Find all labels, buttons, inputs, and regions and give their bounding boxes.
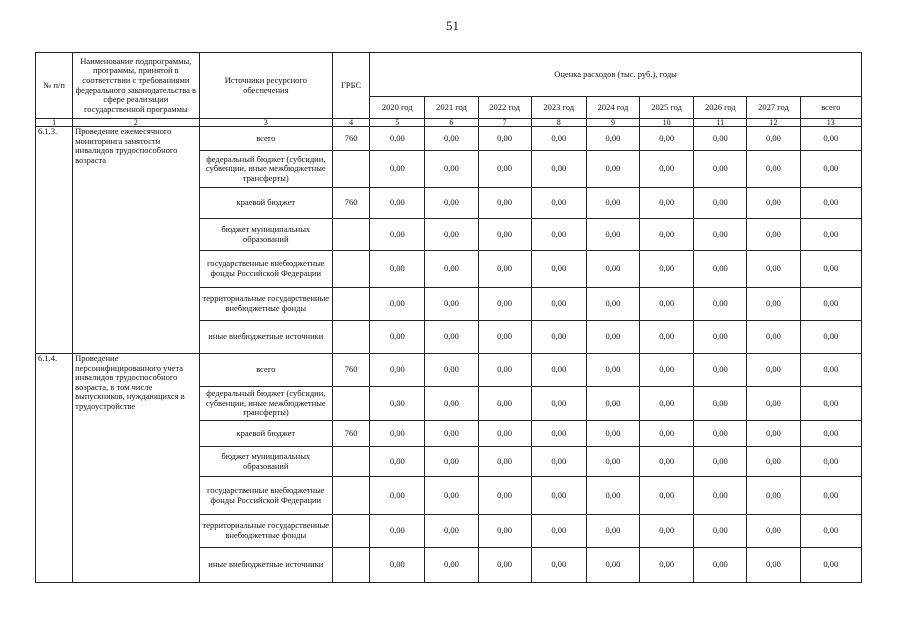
header-year: 2025 год [640,97,694,119]
expense-value: 0,00 [640,251,694,288]
expense-value: 0,00 [694,151,747,188]
grbs-code [333,515,370,548]
grbs-code: 760 [333,188,370,219]
expense-value: 0,00 [425,151,478,188]
expense-value: 0,00 [800,421,861,447]
header-year: 2020 год [370,97,425,119]
expense-value: 0,00 [531,387,586,421]
expense-value: 0,00 [370,515,425,548]
item-name: Проведение ежемесячного мониторинга занятости инвалидов трудоспособного возраста [73,127,199,354]
expense-value: 0,00 [800,447,861,477]
expense-value: 0,00 [586,219,639,251]
expense-value: 0,00 [800,387,861,421]
table-body [36,127,862,583]
expense-value: 0,00 [478,447,531,477]
column-number: 7 [478,119,531,127]
expense-value: 0,00 [531,515,586,548]
expense-value: 0,00 [370,477,425,515]
expense-value: 0,00 [640,421,694,447]
item-number: 6.1.4. [36,354,73,583]
funding-source: государственные внебюджетные фонды Российской Федерации [199,477,332,515]
expense-value: 0,00 [640,477,694,515]
expense-value: 0,00 [531,127,586,151]
grbs-code [333,288,370,321]
expense-value: 0,00 [586,321,639,354]
expense-value: 0,00 [640,548,694,583]
column-number: 11 [694,119,747,127]
header-num: № п/п [36,53,73,119]
grbs-code [333,251,370,288]
column-number: 2 [73,119,199,127]
grbs-code [333,219,370,251]
expense-value: 0,00 [531,251,586,288]
expense-value: 0,00 [640,387,694,421]
column-number: 1 [36,119,73,127]
expense-value: 0,00 [747,321,800,354]
expense-value: 0,00 [694,515,747,548]
expense-value: 0,00 [747,251,800,288]
header-estimate: Оценка расходов (тыс. руб.), годы [370,53,862,97]
header-year: 2023 год [531,97,586,119]
expense-value: 0,00 [531,188,586,219]
funding-source: территориальные государственные внебюджетные фонды [199,288,332,321]
header-year: 2021 год [425,97,478,119]
expense-value: 0,00 [425,447,478,477]
expense-value: 0,00 [425,421,478,447]
expense-value: 0,00 [425,354,478,387]
funding-source: федеральный бюджет (субсидии, субвенции, иные межбюджетные трансферты) [199,387,332,421]
column-number: 13 [800,119,861,127]
expense-value: 0,00 [640,321,694,354]
header-year: 2022 год [478,97,531,119]
expense-value: 0,00 [425,387,478,421]
grbs-code: 760 [333,421,370,447]
funding-source: всего [199,127,332,151]
expense-value: 0,00 [478,188,531,219]
expense-value: 0,00 [370,447,425,477]
expense-value: 0,00 [640,288,694,321]
funding-source: краевой бюджет [199,421,332,447]
expense-value: 0,00 [478,251,531,288]
expense-value: 0,00 [747,288,800,321]
expense-value: 0,00 [370,354,425,387]
funding-source: иные внебюджетные источники [199,548,332,583]
expense-value: 0,00 [586,288,639,321]
expense-value: 0,00 [640,447,694,477]
expense-value: 0,00 [640,151,694,188]
expense-value: 0,00 [425,127,478,151]
expense-value: 0,00 [694,251,747,288]
expense-value: 0,00 [478,354,531,387]
expense-value: 0,00 [531,354,586,387]
expense-value: 0,00 [370,251,425,288]
expense-value: 0,00 [425,251,478,288]
expense-value: 0,00 [478,477,531,515]
expense-value: 0,00 [800,548,861,583]
expense-value: 0,00 [370,127,425,151]
expense-value: 0,00 [425,188,478,219]
expense-value: 0,00 [586,515,639,548]
table-row [36,354,862,387]
expense-value: 0,00 [694,421,747,447]
expense-value: 0,00 [747,188,800,219]
expense-value: 0,00 [425,219,478,251]
header-year: 2024 год [586,97,639,119]
expense-value: 0,00 [640,219,694,251]
expense-value: 0,00 [800,321,861,354]
grbs-code [333,477,370,515]
budget-table [35,52,862,583]
grbs-code [333,548,370,583]
expense-value: 0,00 [640,188,694,219]
grbs-code [333,151,370,188]
expense-value: 0,00 [586,477,639,515]
grbs-code: 760 [333,354,370,387]
column-number: 5 [370,119,425,127]
expense-value: 0,00 [531,321,586,354]
expense-value: 0,00 [531,219,586,251]
expense-value: 0,00 [800,151,861,188]
expense-value: 0,00 [800,127,861,151]
funding-source: бюджет муниципальных образований [199,447,332,477]
expense-value: 0,00 [370,188,425,219]
expense-value: 0,00 [531,288,586,321]
expense-value: 0,00 [370,321,425,354]
expense-value: 0,00 [694,219,747,251]
expense-value: 0,00 [370,288,425,321]
column-number: 9 [586,119,639,127]
expense-value: 0,00 [800,515,861,548]
item-name: Проведение персонифицированного учета инвалидов трудоспособного возраста, в том числе выпускников, нуждающихся в трудоустройстве [73,354,199,583]
expense-value: 0,00 [586,127,639,151]
column-number: 4 [333,119,370,127]
expense-value: 0,00 [586,387,639,421]
expense-value: 0,00 [478,151,531,188]
page-number: 51 [446,18,459,33]
expense-value: 0,00 [800,288,861,321]
expense-value: 0,00 [640,127,694,151]
expense-value: 0,00 [478,421,531,447]
expense-value: 0,00 [531,151,586,188]
expense-value: 0,00 [694,447,747,477]
expense-value: 0,00 [640,515,694,548]
expense-value: 0,00 [531,447,586,477]
funding-source: государственные внебюджетные фонды Российской Федерации [199,251,332,288]
expense-value: 0,00 [370,387,425,421]
expense-value: 0,00 [478,127,531,151]
header-sources: Источники ресурсного обеспечения [199,53,332,119]
expense-value: 0,00 [747,421,800,447]
column-number: 6 [425,119,478,127]
expense-value: 0,00 [694,354,747,387]
funding-source: краевой бюджет [199,188,332,219]
expense-value: 0,00 [694,477,747,515]
expense-value: 0,00 [800,251,861,288]
expense-value: 0,00 [370,219,425,251]
expense-value: 0,00 [425,477,478,515]
expense-value: 0,00 [747,447,800,477]
expense-value: 0,00 [478,288,531,321]
expense-value: 0,00 [478,219,531,251]
header-year: 2026 год [694,97,747,119]
column-numbers-row [36,119,862,127]
header-name: Наименование подпрограммы, программы, принятой в соответствии с требованиями федерального законодательства в сфере реализации государственной программы [73,53,199,119]
expense-value: 0,00 [425,321,478,354]
table-row [36,127,862,151]
expense-value: 0,00 [586,251,639,288]
expense-value: 0,00 [425,548,478,583]
expense-value: 0,00 [531,477,586,515]
expense-value: 0,00 [747,354,800,387]
expense-value: 0,00 [586,188,639,219]
expense-value: 0,00 [694,321,747,354]
expense-value: 0,00 [478,515,531,548]
expense-value: 0,00 [747,387,800,421]
expense-value: 0,00 [425,515,478,548]
grbs-code [333,321,370,354]
column-number: 8 [531,119,586,127]
grbs-code [333,447,370,477]
expense-value: 0,00 [531,421,586,447]
expense-value: 0,00 [747,548,800,583]
expense-value: 0,00 [586,548,639,583]
expense-value: 0,00 [694,188,747,219]
column-number: 3 [199,119,332,127]
expense-value: 0,00 [586,447,639,477]
funding-source: территориальные государственные внебюджетные фонды [199,515,332,548]
header-row [36,53,862,97]
expense-value: 0,00 [425,288,478,321]
column-number: 10 [640,119,694,127]
expense-value: 0,00 [800,219,861,251]
funding-source: иные внебюджетные источники [199,321,332,354]
expense-value: 0,00 [800,477,861,515]
expense-value: 0,00 [747,219,800,251]
expense-value: 0,00 [478,548,531,583]
expense-value: 0,00 [747,127,800,151]
funding-source: всего [199,354,332,387]
expense-value: 0,00 [586,151,639,188]
funding-source: федеральный бюджет (субсидии, субвенции, иные межбюджетные трансферты) [199,151,332,188]
expense-value: 0,00 [694,387,747,421]
expense-value: 0,00 [747,477,800,515]
funding-source: бюджет муниципальных образований [199,219,332,251]
expense-value: 0,00 [694,127,747,151]
expense-value: 0,00 [478,387,531,421]
expense-value: 0,00 [800,188,861,219]
header-year: 2027 год [747,97,800,119]
expense-value: 0,00 [694,288,747,321]
expense-value: 0,00 [800,354,861,387]
column-number: 12 [747,119,800,127]
item-number: 6.1.3. [36,127,73,354]
expense-value: 0,00 [370,421,425,447]
expense-value: 0,00 [640,354,694,387]
expense-value: 0,00 [531,548,586,583]
grbs-code [333,387,370,421]
expense-value: 0,00 [478,321,531,354]
grbs-code: 760 [333,127,370,151]
expense-value: 0,00 [694,548,747,583]
expense-value: 0,00 [370,151,425,188]
expense-value: 0,00 [747,151,800,188]
expense-value: 0,00 [370,548,425,583]
expense-value: 0,00 [586,354,639,387]
expense-value: 0,00 [747,515,800,548]
header-grbs: ГРБС [333,53,370,119]
header-year: всего [800,97,861,119]
expense-value: 0,00 [586,421,639,447]
